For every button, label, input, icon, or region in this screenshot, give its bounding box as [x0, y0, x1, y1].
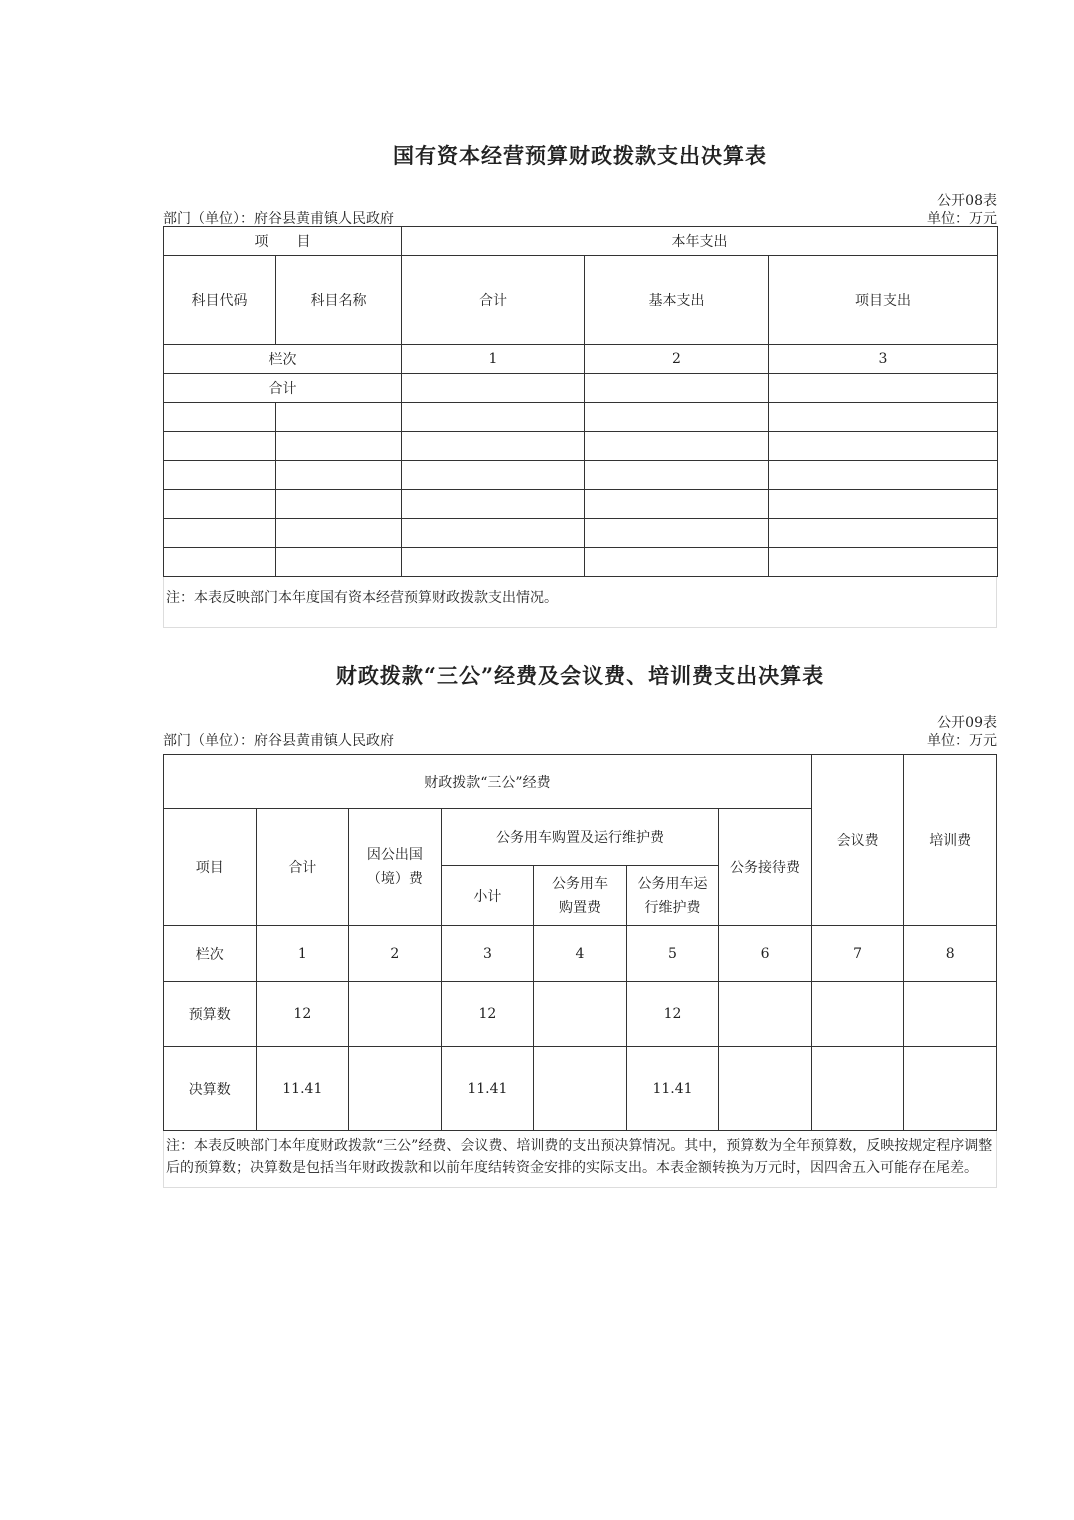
- table2-note: 注：本表反映部门本年度财政拨款“三公”经费、会议费、培训费的支出预决算情况。其中，预算数为全年预算数，反映按规定程序调整后的预算数；决算数是包括当年财政拨款和以前年度结转资金安排的实际支出。本表金额转换为万元时，因四舍五入可能存在尾差。: [163, 1131, 997, 1188]
- t2-row-final: 决算数: [164, 1047, 257, 1131]
- t2-cell: 5: [626, 926, 719, 982]
- t2-hdr-abroad: 因公出国（境）费: [349, 809, 442, 926]
- table2-dept: 部门（单位）：府谷县黄甫镇人民政府: [163, 733, 394, 749]
- table1-form-row: [163, 190, 997, 208]
- t1-col1: 1: [402, 345, 585, 374]
- t1-empty-row: [164, 403, 998, 432]
- t2-cell: [349, 982, 442, 1047]
- table1-form-no: 公开08表: [937, 193, 997, 209]
- t2-cell: 6: [719, 926, 812, 982]
- t1-empty-row: [164, 548, 998, 577]
- t2-cell: [349, 1047, 442, 1131]
- table2-form-no: 公开09表: [937, 715, 997, 731]
- t1-hdr-code: 科目代码: [164, 256, 276, 345]
- t1-empty-row: [164, 432, 998, 461]
- table1-section: [163, 140, 997, 628]
- table2-section: [163, 660, 997, 1188]
- t2-cell: 12: [441, 982, 534, 1047]
- t1-cell: [585, 374, 769, 403]
- t2-cell: [811, 1047, 904, 1131]
- table1-note: 注：本表反映部门本年度国有资本经营预算财政拨款支出情况。: [163, 577, 997, 628]
- t1-empty-row: [164, 519, 998, 548]
- table1-unit: 单位：万元: [927, 211, 997, 227]
- t1-col2: 2: [585, 345, 769, 374]
- t2-cell: 11.41: [441, 1047, 534, 1131]
- t2-cell: 11.41: [256, 1047, 349, 1131]
- table2: [163, 754, 997, 1131]
- t1-hdr-item: 项 目: [164, 227, 402, 256]
- t2-row-lanci: 栏次: [164, 926, 257, 982]
- t2-hdr-meeting: 会议费: [811, 755, 904, 926]
- t2-cell: [534, 982, 627, 1047]
- t2-cell: 11.41: [626, 1047, 719, 1131]
- t2-hdr-vehicle: 公务用车购置及运行维护费: [441, 809, 719, 866]
- t2-cell: 4: [534, 926, 627, 982]
- t1-hdr-name: 科目名称: [276, 256, 402, 345]
- t1-hdr-basic: 基本支出: [585, 256, 769, 345]
- t2-cell: 3: [441, 926, 534, 982]
- table2-title: 财政拨款“三公”经费及会议费、培训费支出决算表: [335, 663, 825, 688]
- t2-hdr-reception: 公务接待费: [719, 809, 812, 926]
- t1-row-total: 合计: [164, 374, 402, 403]
- t2-cell: [719, 982, 812, 1047]
- t2-hdr-maintenance: 公务用车运行维护费: [626, 866, 719, 926]
- t2-cell: 2: [349, 926, 442, 982]
- t1-hdr-project: 项目支出: [769, 256, 998, 345]
- t2-cell: [719, 1047, 812, 1131]
- t1-empty-row: [164, 490, 998, 519]
- t1-col3: 3: [769, 345, 998, 374]
- t2-cell: 1: [256, 926, 349, 982]
- t1-cell: [769, 374, 998, 403]
- t2-hdr-purchase: 公务用车购置费: [534, 866, 627, 926]
- table2-form-row: [163, 712, 997, 730]
- table2-meta-row: [163, 730, 997, 748]
- table1: [163, 226, 998, 577]
- t2-hdr-item: 项目: [164, 809, 257, 926]
- t2-cell: 12: [626, 982, 719, 1047]
- t2-cell: 7: [811, 926, 904, 982]
- t2-cell: [534, 1047, 627, 1131]
- t2-hdr-sangong: 财政拨款“三公”经费: [164, 755, 812, 809]
- table1-title: 国有资本经营预算财政拨款支出决算表: [393, 143, 767, 168]
- table2-unit: 单位：万元: [927, 733, 997, 749]
- t2-cell: 12: [256, 982, 349, 1047]
- table1-meta-row: [163, 208, 997, 226]
- t1-empty-row: [164, 461, 998, 490]
- t2-row-budget: 预算数: [164, 982, 257, 1047]
- t1-hdr-total: 合计: [402, 256, 585, 345]
- table1-dept: 部门（单位）：府谷县黄甫镇人民政府: [163, 211, 394, 227]
- t2-cell: [811, 982, 904, 1047]
- t1-hdr-current: 本年支出: [402, 227, 998, 256]
- t2-cell: [904, 1047, 997, 1131]
- t2-hdr-subtotal: 小计: [441, 866, 534, 926]
- t1-cell: [402, 374, 585, 403]
- t2-cell: [904, 982, 997, 1047]
- t1-row-lanci: 栏次: [164, 345, 402, 374]
- t2-cell: 8: [904, 926, 997, 982]
- t2-hdr-training: 培训费: [904, 755, 997, 926]
- t2-hdr-total: 合计: [256, 809, 349, 926]
